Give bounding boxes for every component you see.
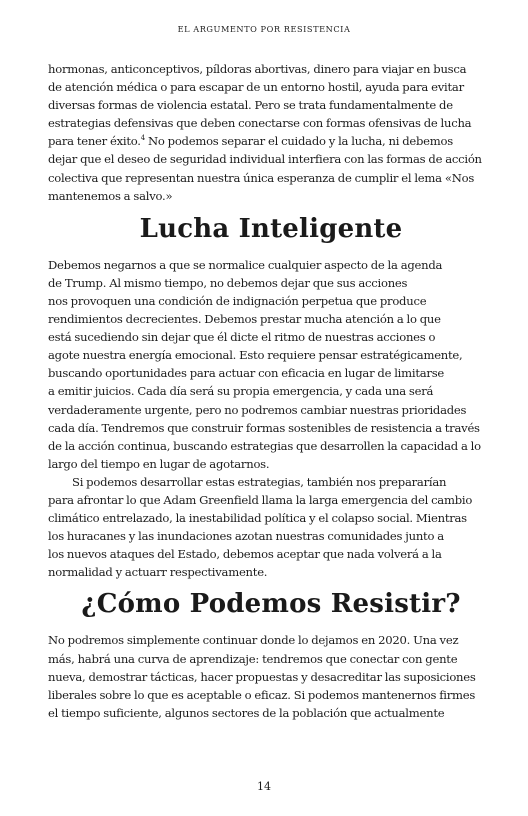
text-line: dejar que el deseo de seguridad individual interfiera con las formas de acción (48, 152, 482, 167)
text-segment: No podemos separar el cuidado y la lucha, ni debemos (144, 134, 453, 149)
section-heading-lucha-inteligente: Lucha Inteligente (139, 213, 403, 244)
page-number: 14 (257, 780, 271, 793)
text-segment: para tener éxito. (48, 134, 141, 149)
text-line: estrategias defensivas que deben conectarse con formas ofensivas de lucha (48, 116, 472, 131)
text-line: nos provoquen una condición de indignación perpetua que produce (48, 293, 427, 308)
text-line: a emitir juicios. Cada día será su propia emergencia, y cada una será (48, 384, 434, 399)
text-line: el tiempo suficiente, algunos sectores de la población que actualmente (48, 705, 445, 720)
text-line: nueva, demostrar tácticas, hacer propuestas y desacreditar las suposiciones (48, 669, 476, 684)
text-line: cada día. Tendremos que construir formas sostenibles de resistencia a través (48, 420, 480, 435)
text-line: para afrontar lo que Adam Greenfield llama la larga emergencia del cambio (48, 492, 473, 507)
text-line: normalidad y actuarr respectivamente. (48, 565, 268, 580)
text-line: diversas formas de violencia estatal. Pero se trata fundamentalmente de (48, 98, 453, 113)
text-line: de Trump. Al mismo tiempo, no debemos dejar que sus acciones (48, 275, 408, 290)
text-line: hormonas, anticonceptivos, píldoras abortivas, dinero para viajar en busca (48, 62, 467, 76)
paragraph-2 (48, 256, 494, 473)
text-line (48, 132, 494, 150)
paragraph-3 (48, 473, 494, 582)
text-line: colectiva que representan nuestra única esperanza de cumplir el lema «Nos (48, 170, 475, 185)
page-body (48, 60, 494, 722)
text-line: mantenemos a salvo.» (48, 188, 173, 203)
text-line: Debemos negarnos a que se normalice cualquier aspecto de la agenda (48, 257, 443, 272)
text-line: de la acción continua, buscando estrategias que desarrollen la capacidad a lo (48, 438, 481, 453)
text-line: verdaderamente urgente, pero no podremos cambiar nuestras prioridades (48, 402, 467, 417)
paragraph-1 (48, 60, 494, 205)
text-line: de atención médica o para escapar de un entorno hostil, ayuda para evitar (48, 80, 464, 95)
text-line: largo del tiempo en lugar de agotarnos. (48, 456, 270, 471)
text-line: más, habrá una curva de aprendizaje: tendremos que conectar con gente (48, 651, 458, 666)
text-line: rendimientos decrecientes. Debemos prestar mucha atención a lo que (48, 312, 441, 327)
text-line: los nuevos ataques del Estado, debemos aceptar que nada volverá a la (48, 547, 442, 562)
text-line: agote nuestra energía emocional. Esto requiere pensar estratégicamente, (48, 348, 463, 363)
text-line: está sucediendo sin dejar que él dicte el ritmo de nuestras acciones o (48, 330, 436, 345)
section-heading-como-podemos-resistir: ¿Cómo Podemos Resistir? (81, 589, 461, 620)
text-line: climático entrelazado, la inestabilidad política y el colapso social. Mientras (48, 511, 467, 526)
text-line: No podremos simplemente continuar donde lo dejamos en 2020. Una vez (48, 633, 459, 648)
text-line: buscando oportunidades para actuar con eficacia en lugar de limitarse (48, 366, 445, 381)
text-line: Si podemos desarrollar estas estrategias, también nos prepararían (72, 474, 447, 489)
text-line: los huracanes y las inundaciones azotan nuestras comunidades junto a (48, 529, 444, 544)
paragraph-4 (48, 631, 494, 721)
text-line: liberales sobre lo que es aceptable o eficaz. Si podemos mantenernos firmes (48, 687, 476, 702)
running-head: EL ARGUMENTO POR RESISTENCIA (177, 24, 351, 34)
footnote-marker[interactable]: 4 (140, 134, 145, 143)
